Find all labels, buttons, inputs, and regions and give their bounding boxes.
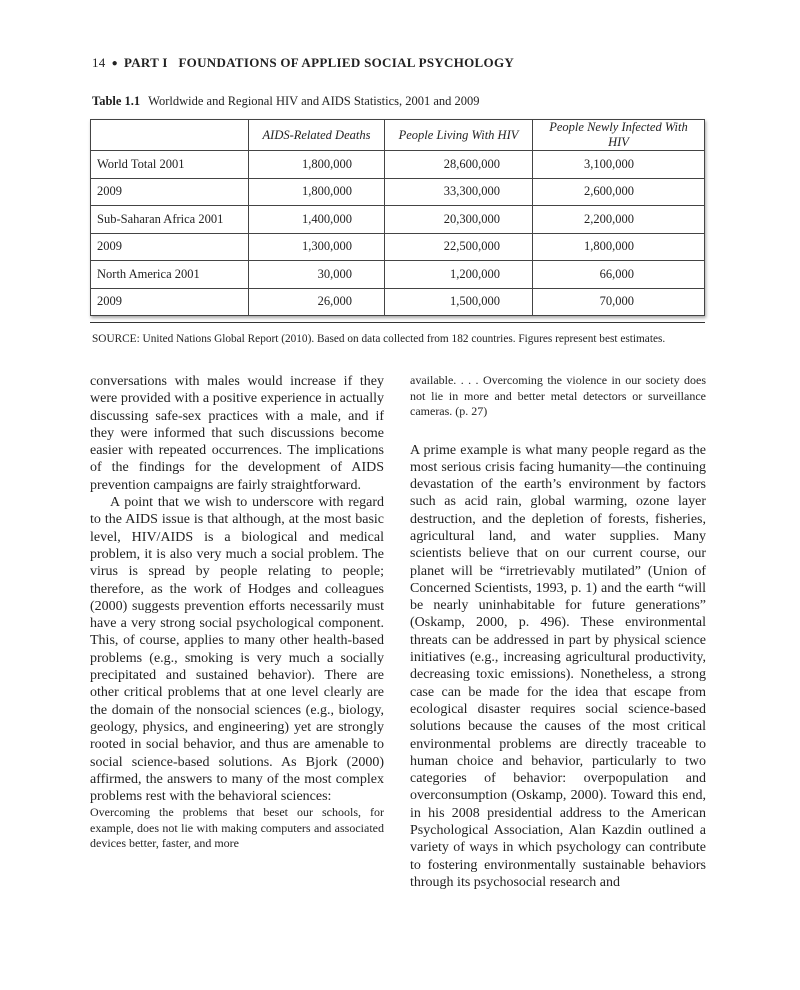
bullet-icon: ● <box>111 58 118 69</box>
cell-new-infections: 66,000 <box>533 261 705 289</box>
cell-deaths: 1,400,000 <box>249 206 385 234</box>
cell-new-infections: 1,800,000 <box>533 233 705 261</box>
table-row <box>91 178 705 206</box>
row-label: Sub-Saharan Africa 2001 <box>91 206 249 234</box>
cell-living: 20,300,000 <box>385 206 533 234</box>
table-title: Worldwide and Regional HIV and AIDS Statistics, 2001 and 2009 <box>148 94 480 108</box>
cell-deaths: 30,000 <box>249 261 385 289</box>
cell-new-infections: 2,200,000 <box>533 206 705 234</box>
table-source-divider <box>90 322 705 323</box>
right-column <box>410 373 706 891</box>
table-row <box>91 233 705 261</box>
left-column <box>90 373 384 852</box>
table-row <box>91 151 705 179</box>
cell-deaths: 1,300,000 <box>249 233 385 261</box>
row-label: 2009 <box>91 233 249 261</box>
block-quote: Overcoming the problems that beset our schools, for example, does not lie with making computers and associated devices better, faster, and more <box>90 805 384 851</box>
column-header-new-infections: People Newly Infected With HIV <box>533 120 705 151</box>
table-row <box>91 261 705 289</box>
block-quote-continued: available. . . . Overcoming the violence in our society does not lie in more and better metal detectors or surveillance cameras. (p. 27) <box>410 373 706 418</box>
cell-living: 1,200,000 <box>385 261 533 289</box>
table-caption <box>92 94 480 109</box>
row-label: World Total 2001 <box>91 151 249 179</box>
cell-deaths: 1,800,000 <box>249 151 385 179</box>
cell-living: 33,300,000 <box>385 178 533 206</box>
table-source-note: SOURCE: United Nations Global Report (2010). Based on data collected from 182 countries. Figures represent best estimates. <box>92 333 666 345</box>
body-paragraph: A point that we wish to underscore with regard to the AIDS issue is that although, at the most basic level, HIV/AIDS is a biological and medical problem, it is also very much a social problem. The virus is spread by people relating to people; therefore, as the work of Hodges and colleagues (2000) suggests prevention efforts necessarily must have a very strong social psychological component. This, of course, applies to many other health-based problems (e.g., smoking is very much a socially precipitated and sustained behavior). There are other critical problems that at one level clearly are the domain of the nonsocial sciences (e.g., biology, geology, physics, and engineering) yet are strongly rooted in social behavior, and thus are amenable to social science-based solutions. As Bjork (2000) affirmed, the answers to many of the most complex problems rest with the behavioral sciences: <box>90 495 384 805</box>
cell-deaths: 1,800,000 <box>249 178 385 206</box>
part-title: PART I FOUNDATIONS OF APPLIED SOCIAL PSYCHOLOGY <box>123 55 515 70</box>
page-number: 14 <box>92 55 106 70</box>
table-row <box>91 206 705 234</box>
body-paragraph: conversations with males would increase if they were provided with a positive experience in actually discussing safe-sex practices with a male, and if they were informed that such discussions become easier with repeated occurrences. The implications of the findings for the development of AIDS prevention campaigns are fairly straightforward. <box>90 374 384 493</box>
row-label: 2009 <box>91 178 249 206</box>
cell-new-infections: 70,000 <box>533 288 705 316</box>
cell-living: 22,500,000 <box>385 233 533 261</box>
table-row <box>91 288 705 316</box>
cell-living: 28,600,000 <box>385 151 533 179</box>
column-header-living: People Living With HIV <box>385 120 533 151</box>
row-label: North America 2001 <box>91 261 249 289</box>
cell-living: 1,500,000 <box>385 288 533 316</box>
cell-new-infections: 2,600,000 <box>533 178 705 206</box>
running-head <box>92 55 514 71</box>
table-header-row <box>91 120 705 151</box>
cell-new-infections: 3,100,000 <box>533 151 705 179</box>
row-label: 2009 <box>91 288 249 316</box>
body-paragraph: A prime example is what many people regard as the most serious crisis facing humanity—the continuing devastation of the earth’s environment by factors such as acid rain, global warming, ozone layer destruction, and the depletion of forests, fisheries, agricultural land, and water supplies. Many scientists believe that on our current course, our planet will be “irretrievably mutilated” (Union of Concerned Scientists, 1993, p. 1) and the earth “will be nearly uninhabitable for future generations” (Oskamp, 2000, p. 496). These environmental threats can be addressed in part by physical science initiatives (e.g., increasing agricultural productivity, decreasing toxic emissions). Nonetheless, a strong case can be made for the idea that escape from ecological disaster requires social science-based solutions because the causes of the most critical environmental problems are directly traceable to human choice and behavior, particularly to two categories of behavior: overpopulation and overconsumption (Oskamp, 2000). Toward this end, in his 2008 presidential address to the American Psychological Association, Alan Kazdin outlined a variety of ways in which psychology can contribute to fostering environmentally sustainable behaviors through its psychosocial research and <box>410 442 706 890</box>
hiv-statistics-table <box>90 119 705 316</box>
column-header-empty <box>91 120 249 151</box>
column-header-deaths: AIDS-Related Deaths <box>249 120 385 151</box>
table-label: Table 1.1 <box>92 94 141 108</box>
cell-deaths: 26,000 <box>249 288 385 316</box>
